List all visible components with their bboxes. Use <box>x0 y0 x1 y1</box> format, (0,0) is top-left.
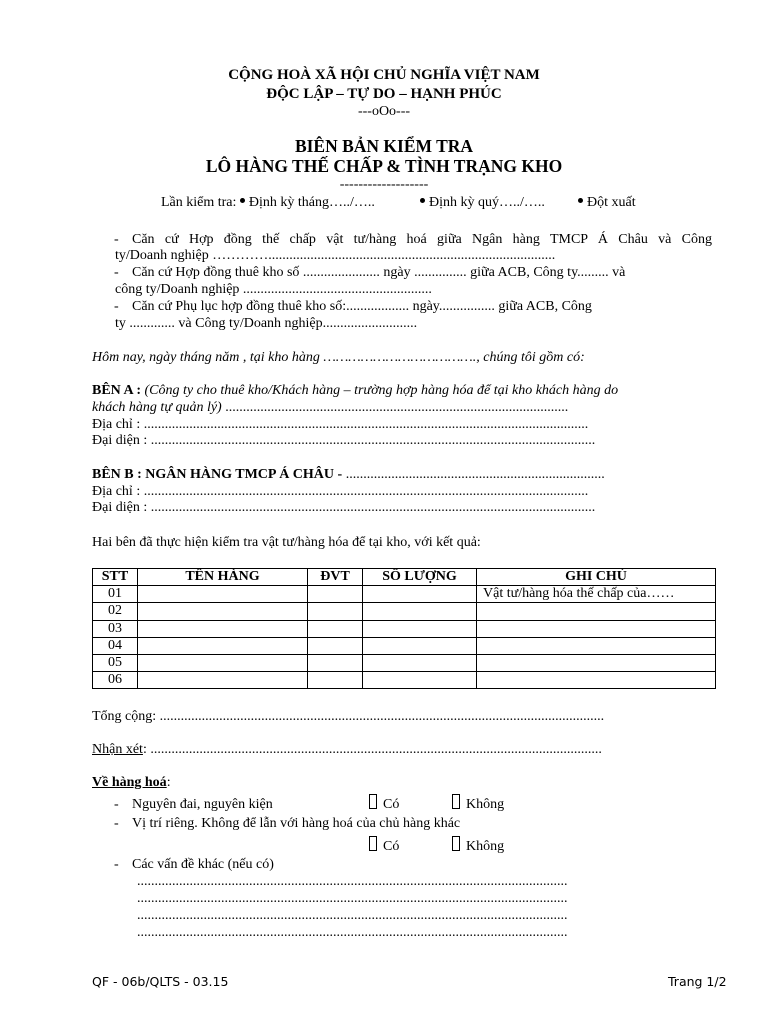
cell-name[interactable] <box>138 586 308 603</box>
goods-item-2-no[interactable]: Không <box>452 836 504 855</box>
cell-name[interactable] <box>138 620 308 637</box>
cell-qty[interactable] <box>363 603 477 620</box>
cell-unit[interactable] <box>308 654 363 671</box>
table-row <box>93 637 716 654</box>
checkbox-icon[interactable] <box>452 794 460 809</box>
party-a-rep: Đại diện : ............................................................................................................................... <box>92 433 596 448</box>
basis-3-line1: - Căn cứ Phụ lục hợp đồng thuê kho số:.................. ngày................ giữa ACB, Công <box>114 299 592 314</box>
basis-3-line2: ty ............. và Công ty/Doanh nghiệp........................... <box>115 316 418 331</box>
table-row <box>93 672 716 689</box>
cell-qty[interactable] <box>363 637 477 654</box>
col-qty: SỐ LƯỢNG <box>363 569 477 586</box>
table-row <box>93 603 716 620</box>
motto: ĐỘC LẬP – TỰ DO – HẠNH PHÚC <box>266 86 502 102</box>
table-row <box>93 586 716 603</box>
goods-item-1-yes[interactable]: Có <box>369 794 399 813</box>
basis-1-line1: - Căn cứ Hợp đồng thế chấp vật tư/hàng hoá giữa Ngân hàng TMCP Á Châu và Công <box>114 232 712 247</box>
doc-title: BIÊN BẢN KIỂM TRA <box>294 136 474 156</box>
goods-item-1-no[interactable]: Không <box>452 794 504 813</box>
inspection-monthly[interactable]: Định kỳ tháng…../….. <box>248 195 375 210</box>
cell-qty[interactable] <box>363 586 477 603</box>
cell-stt: 01 <box>93 586 138 603</box>
cell-note[interactable]: Vật tư/hàng hóa thế chấp của…… <box>477 586 716 603</box>
checkbox-icon[interactable] <box>452 836 460 851</box>
other-issues-line[interactable]: ........................................................................................................................... <box>137 891 568 906</box>
goods-item-2-yes[interactable]: Có <box>369 836 399 855</box>
party-b-line1: BÊN B : NGÂN HÀNG TMCP Á CHÂU - .......................................................................... <box>92 467 605 482</box>
inspection-adhoc[interactable]: Đột xuất <box>587 195 636 210</box>
basis-1-line2: ty/Doanh nghiệp ………….................................................................................. <box>115 248 556 263</box>
goods-heading: Về hàng hoá: <box>92 775 171 790</box>
party-b-label: BÊN B : NGÂN HÀNG TMCP Á CHÂU - <box>92 467 343 482</box>
cell-note[interactable] <box>477 620 716 637</box>
cell-stt: 06 <box>93 672 138 689</box>
cell-name[interactable] <box>138 603 308 620</box>
cell-qty[interactable] <box>363 620 477 637</box>
ornament: ---oOo--- <box>357 104 411 119</box>
cell-unit[interactable] <box>308 603 363 620</box>
bullet-icon <box>240 198 245 203</box>
party-b-rep: Đại diện : ............................................................................................................................... <box>92 500 596 515</box>
inspection-line <box>161 195 375 211</box>
table-intro: Hai bên đã thực hiện kiểm tra vật tư/hàng hóa để tại kho, với kết quả: <box>92 535 481 550</box>
goods-table <box>92 568 716 689</box>
goods-item-1: - Nguyên đai, nguyên kiện <box>114 797 273 812</box>
cell-unit[interactable] <box>308 637 363 654</box>
cell-unit[interactable] <box>308 586 363 603</box>
nation-heading: CỘNG HOÀ XÃ HỘI CHỦ NGHĨA VIỆT NAM <box>228 67 540 83</box>
other-issues-line[interactable]: ........................................................................................................................... <box>137 874 568 889</box>
col-note: GHI CHÚ <box>477 569 716 586</box>
table-row <box>93 654 716 671</box>
cell-note[interactable] <box>477 603 716 620</box>
doc-subtitle: LÔ HÀNG THẾ CHẤP & TÌNH TRẠNG KHO <box>205 156 563 176</box>
bullet-icon <box>578 198 583 203</box>
cell-note[interactable] <box>477 654 716 671</box>
inspection-adhoc-wrap <box>578 195 636 211</box>
table-row <box>93 620 716 637</box>
party-a-label: BÊN A : <box>92 383 142 398</box>
cell-note[interactable] <box>477 672 716 689</box>
remarks-label: Nhận xét <box>92 742 143 757</box>
cell-qty[interactable] <box>363 654 477 671</box>
col-unit: ĐVT <box>308 569 363 586</box>
other-issues-line[interactable]: ........................................................................................................................... <box>137 908 568 923</box>
checkbox-icon[interactable] <box>369 836 377 851</box>
party-a-desc: (Công ty cho thuê kho/Khách hàng – trường hợp hàng hóa để tại kho khách hàng do <box>144 383 619 398</box>
goods-item-3: - Các vấn đề khác (nếu có) <box>114 857 274 872</box>
cell-stt: 03 <box>93 620 138 637</box>
cell-note[interactable] <box>477 637 716 654</box>
title-rule: ------------------- <box>339 177 429 192</box>
col-name: TÊN HÀNG <box>138 569 308 586</box>
page-number: Trang 1/2 <box>668 974 727 989</box>
inspection-label: Lần kiểm tra: <box>161 195 237 210</box>
goods-item-2: - Vị trí riêng. Không để lẫn với hàng hoá của chủ hàng khác <box>114 816 461 831</box>
party-a-line2: khách hàng tự quản lý) .................................................................................................. <box>92 400 569 415</box>
remarks-line: Nhận xét: ................................................................................................................................. <box>92 742 602 757</box>
cell-stt: 02 <box>93 603 138 620</box>
cell-unit[interactable] <box>308 672 363 689</box>
cell-name[interactable] <box>138 637 308 654</box>
col-stt: STT <box>93 569 138 586</box>
bullet-icon <box>420 198 425 203</box>
inspection-quarterly[interactable]: Định kỳ quý…../….. <box>429 195 545 210</box>
basis-2-line2: công ty/Doanh nghiệp ...................................................... <box>115 282 432 297</box>
today-line: Hôm nay, ngày tháng năm , tại kho hàng ………………………………., chúng tôi gồm có: <box>92 350 585 365</box>
cell-qty[interactable] <box>363 672 477 689</box>
other-issues-line[interactable]: ........................................................................................................................... <box>137 925 568 940</box>
party-a-line1 <box>92 383 618 399</box>
basis-2-line1: - Căn cứ Hợp đồng thuê kho số ...................... ngày ............... giữa ACB, Công ty......... và <box>114 265 626 280</box>
total-line: Tổng cộng: ............................................................................................................................... <box>92 709 605 724</box>
cell-stt: 05 <box>93 654 138 671</box>
cell-name[interactable] <box>138 654 308 671</box>
inspection-quarterly-wrap <box>420 195 545 211</box>
party-a-address: Địa chỉ : ............................................................................................................................... <box>92 417 589 432</box>
party-b-address: Địa chỉ : ............................................................................................................................... <box>92 484 589 499</box>
table-header-row <box>93 569 716 586</box>
checkbox-icon[interactable] <box>369 794 377 809</box>
cell-stt: 04 <box>93 637 138 654</box>
form-code: QF - 06b/QLTS - 03.15 <box>92 974 229 989</box>
cell-name[interactable] <box>138 672 308 689</box>
cell-unit[interactable] <box>308 620 363 637</box>
